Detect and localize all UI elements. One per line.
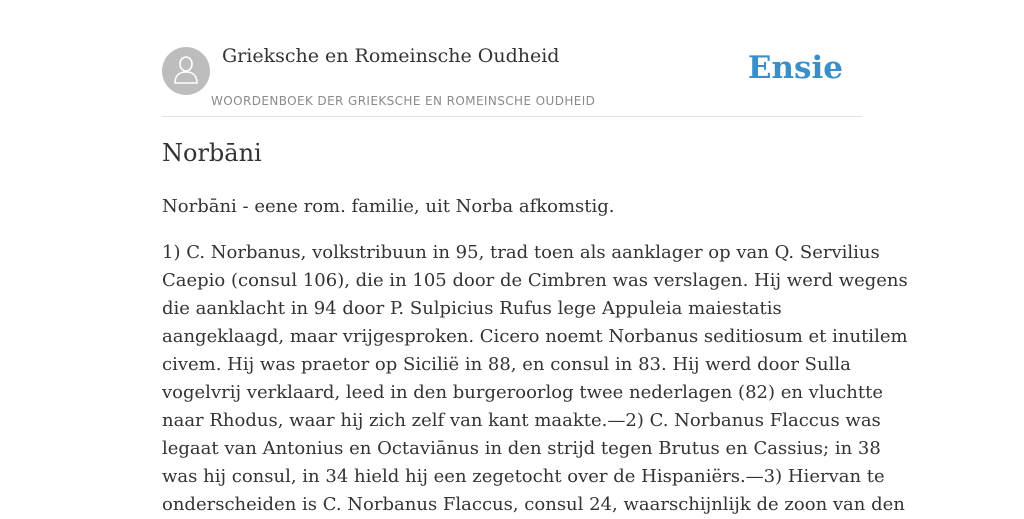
body-line: vogelvrij verklaard, leed in den burgeroorlog twee nederlagen (82) en vluchtte — [162, 382, 883, 403]
source-subtitle[interactable]: WOORDENBOEK DER GRIEKSCHE EN ROMEINSCHE OUDHEID — [211, 94, 596, 108]
body-line: legaat van Antonius en Octaviānus in den strijd tegen Brutus en Cassius; in 38 — [162, 438, 881, 459]
page-container — [162, 0, 908, 515]
body-line: die aanklacht in 94 door P. Sulpicius Rufus lege Appuleia maiestatis — [162, 298, 782, 319]
body-line: aangeklaagd, maar vrijgesproken. Cicero noemt Norbanus seditiosum et inutilem — [162, 326, 908, 347]
source-title[interactable]: Grieksche en Romeinsche Oudheid — [222, 45, 560, 67]
body-line: Caepio (consul 106), die in 105 door de Cimbren was verslagen. Hij werd wegens — [162, 270, 908, 291]
entry-definition: Norbāni - eene rom. familie, uit Norba afkomstig. — [162, 196, 615, 217]
body-line: 1) C. Norbanus, volkstribuun in 95, trad toen als aanklager op van Q. Servilius — [162, 242, 880, 263]
body-line: civem. Hij was praetor op Sicilië in 88, en consul in 83. Hij werd door Sulla — [162, 354, 851, 375]
entry-body — [162, 239, 908, 519]
user-icon — [172, 54, 200, 88]
entry-title: Norbāni — [162, 139, 262, 167]
source-header — [162, 0, 862, 117]
body-line: onderscheiden is C. Norbanus Flaccus, consul 24, waarschijnlijk de zoon van den — [162, 494, 905, 515]
source-avatar[interactable] — [162, 47, 210, 95]
body-line: was hij consul, in 34 hield hij een zegetocht over de Hispaniërs.—3) Hiervan te — [162, 466, 885, 487]
body-line: naar Rhodus, waar hij zich zelf van kant maakte.—2) C. Norbanus Flaccus was — [162, 410, 881, 431]
ensie-logo[interactable]: Ensie — [747, 50, 843, 86]
